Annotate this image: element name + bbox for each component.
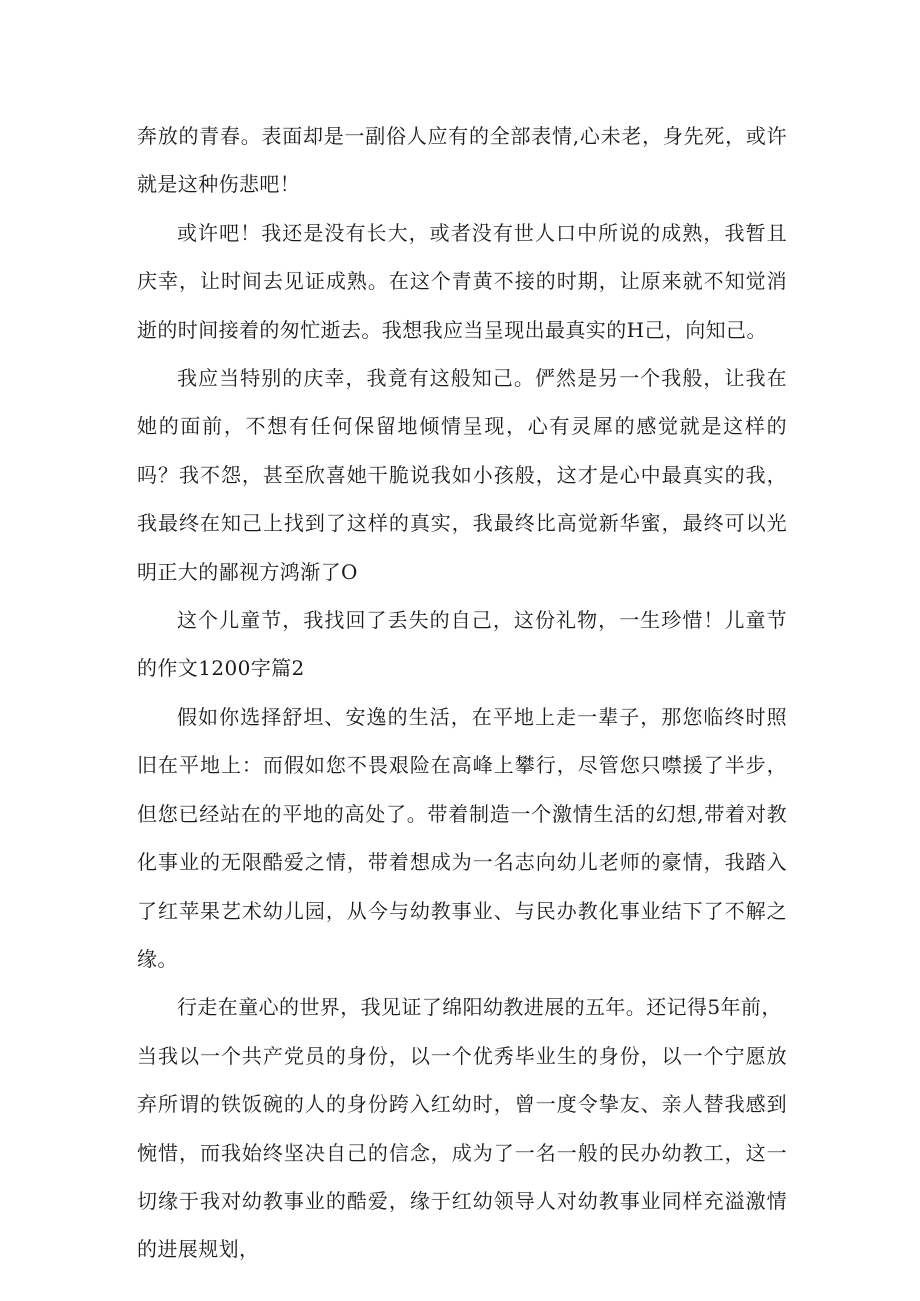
paragraph-3: 我应当特别的庆幸，我竟有这般知己。俨然是另一个我般，让我在她的面前，不想有任何保留地倾情呈现，心有灵犀的感觉就是这样的吗？我不怨，甚至欣喜她干脆说我如小孩般，这才是心中最真实的我，我最终在知己上找到了这样的真实，我最终比高觉新华蜜，最终可以光明正大的鄙视方鸿渐了O (137, 366, 787, 584)
paragraph-2: 或许吧！我还是没有长大，或者没有世人口中所说的成熟，我暂且庆幸，让时间去见证成熟。在这个青黄不接的时期，让原来就不知觉消逝的时间接着的匆忙逝去。我想我应当呈现出最真实的H己，向知己。 (137, 220, 787, 342)
paragraph-1: 奔放的青春。表面却是一副俗人应有的全部表情,心未老，身先死，或许就是这种伤悲吧！ (137, 124, 787, 197)
paragraph-6: 行走在童心的世界，我见证了绵阳幼教进展的五年。还记得5年前， (177, 995, 782, 1020)
paragraph-4: 这个儿童节，我找回了丢失的自己，这份礼物，一生珍惜！儿童节的作文1200字篇2 (137, 608, 787, 681)
paragraph-7: 当我以一个共产党员的身份，以一个优秀毕业生的身份，以一个宁愿放弃所谓的铁饭碗的人的身份跨入红幼时，曾一度令挚友、亲人替我感到惋惜，而我始终坚决自己的信念，成为了一名一般的民办幼教工，这一切缘于我对幼教事业的酷爱，缘于红幼领导人对幼教事业同样充溢激情的进展规划， (137, 1043, 787, 1262)
paragraph-5: 假如你选择舒坦、安逸的生活，在平地上走一辈子，那您临终时照旧在平地上：而假如您不畏艰险在高峰上攀行，尽管您只噤援了半步，但您已经站在的平地的高处了。带着制造一个激情生活的幻想,带着对教化事业的无限酷爱之情，带着想成为一名志向幼儿老师的豪情，我踏入了红苹果艺术幼儿园，从今与幼教事业、与民办教化事业结下了不解之缘。 (137, 704, 787, 971)
document-body (137, 112, 787, 1274)
